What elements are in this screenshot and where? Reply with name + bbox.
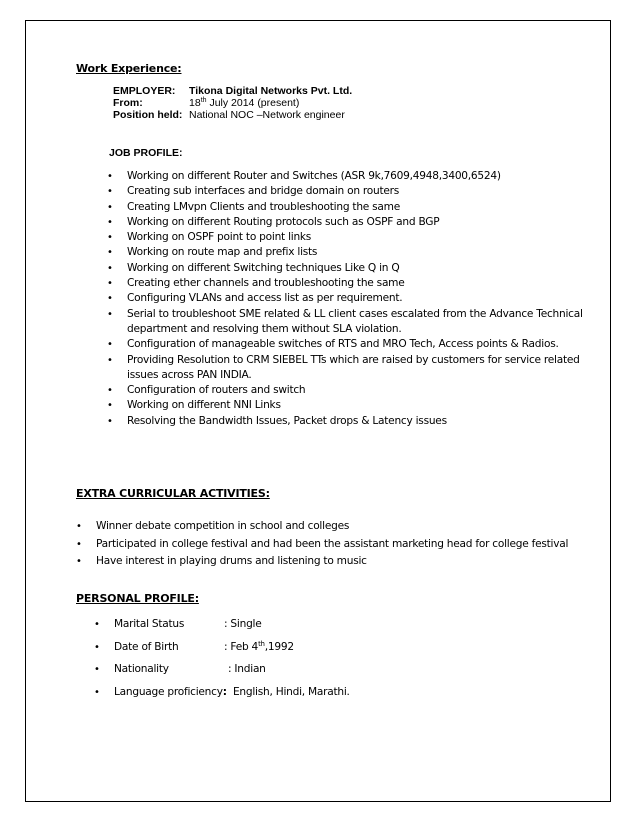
dob-sup: th: [258, 639, 265, 648]
position-row: [113, 109, 182, 121]
language-colon: :: [222, 685, 227, 698]
bullet-icon: •: [76, 556, 82, 567]
list-item: • Working on different Routing protocols such as OSPF and BGP: [107, 215, 592, 230]
job-profile-list: [107, 169, 592, 429]
nationality-value: : Indian: [228, 663, 266, 675]
bullet-icon: •: [94, 664, 100, 675]
dob-label: Date of Birth: [114, 640, 179, 653]
list-item: • Serial to troubleshoot SME related & LL client cases escalated from the Advance Technical department and resolving them without SLA violation.: [107, 307, 583, 335]
bullet-icon: •: [107, 415, 113, 427]
language-label: Language proficiency: [114, 685, 223, 698]
from-rest: July 2014 (present): [206, 97, 300, 109]
bullet-icon: •: [107, 171, 113, 182]
bullet-icon: •: [107, 308, 113, 320]
bullet-icon: •: [107, 339, 113, 351]
bullet-icon: •: [107, 247, 113, 259]
work-experience-heading: Work Experience:: [76, 62, 182, 75]
employer-value-wrap: [189, 85, 352, 97]
list-item: • Working on route map and prefix lists: [107, 245, 592, 260]
dob-suffix: ,1992: [264, 640, 294, 653]
personal-item-dob: [94, 640, 514, 663]
list-item: • Creating ether channels and troubleshooting the same: [107, 276, 592, 291]
list-item: • Providing Resolution to CRM SIEBEL TTs which are raised by customers for service related issues across PAN INDIA.: [107, 353, 580, 381]
marital-label: Marital Status: [114, 618, 185, 630]
bullet-icon: •: [94, 619, 100, 630]
bullet-icon: •: [107, 216, 113, 228]
bullet-icon: •: [107, 354, 113, 366]
list-item: • Winner debate competition in school and colleges: [76, 518, 596, 536]
bullet-icon: •: [107, 186, 113, 198]
personal-item-nationality: [94, 662, 514, 685]
list-item: • Configuring VLANs and access list as per requirement.: [107, 291, 592, 306]
list-item: • Creating sub interfaces and bridge domain on routers: [107, 184, 592, 199]
bullet-icon: •: [94, 641, 100, 653]
position-label: Position held:: [113, 109, 183, 121]
list-item: • Have interest in playing drums and listening to music: [76, 553, 596, 571]
from-label: From:: [113, 97, 143, 109]
personal-profile-heading: PERSONAL PROFILE:: [76, 592, 199, 605]
list-item: • Working on different Switching techniques Like Q in Q: [107, 261, 592, 276]
bullet-icon: •: [107, 278, 113, 290]
bullet-icon: •: [107, 201, 113, 213]
bullet-icon: •: [94, 686, 100, 698]
bullet-icon: •: [76, 521, 82, 532]
personal-item-marital: [94, 617, 514, 640]
nationality-label: Nationality: [114, 663, 169, 675]
extra-curricular-heading: EXTRA CURRICULAR ACTIVITIES:: [76, 487, 270, 500]
from-value: [189, 97, 299, 109]
bullet-icon: •: [76, 538, 82, 550]
list-item: • Working on different Router and Switches (ASR 9k,7609,4948,3400,6524): [107, 169, 592, 184]
list-item: • Resolving the Bandwidth Issues, Packet drops & Latency issues: [107, 414, 592, 429]
bullet-icon: •: [107, 400, 113, 412]
list-item: • Participated in college festival and had been the assistant marketing head for college festival: [76, 536, 596, 554]
bullet-icon: •: [107, 293, 113, 305]
list-item: • Creating LMvpn Clients and troubleshooting the same: [107, 200, 592, 215]
list-item: • Working on OSPF point to point links: [107, 230, 592, 245]
list-item: • Configuration of manageable switches of RTS and MRO Tech, Access points & Radios.: [107, 337, 592, 352]
personal-item-language: [94, 685, 514, 708]
bullet-icon: •: [107, 262, 113, 274]
from-sup: th: [200, 97, 207, 104]
position-value: National NOC –Network engineer: [189, 109, 345, 121]
job-profile-label: JOB PROFILE:: [109, 147, 183, 159]
language-value: English, Hindi, Marathi.: [226, 685, 350, 698]
marital-value: : Single: [224, 618, 262, 630]
employer-label: EMPLOYER:: [113, 85, 176, 97]
list-item: • Configuration of routers and switch: [107, 383, 592, 398]
bullet-icon: •: [107, 232, 113, 244]
employer-row: [113, 85, 175, 97]
list-item: • Working on different NNI Links: [107, 398, 592, 413]
from-row: [113, 97, 143, 109]
extra-curricular-list: [76, 518, 596, 571]
from-day: 18: [189, 97, 201, 109]
personal-profile-list: [94, 617, 514, 707]
bullet-icon: •: [107, 385, 113, 397]
dob-prefix: : Feb 4: [224, 640, 259, 653]
employer-value: Tikona Digital Networks Pvt. Ltd.: [189, 85, 353, 97]
